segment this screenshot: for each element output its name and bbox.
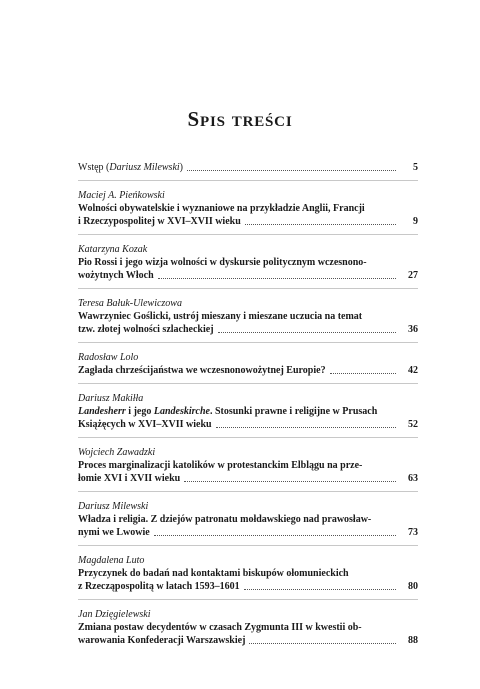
entry-author: Jan Dzięgielewski — [78, 609, 151, 620]
dot-leader — [184, 480, 396, 482]
intro-author: Dariusz Milewski — [109, 162, 180, 173]
entry-author: Radosław Lolo — [78, 352, 139, 363]
intro-prefix: Wstęp ( — [78, 162, 110, 173]
entry-title-line: Pio Rossi i jego wizja wolności w dyskursie politycznym wczesnono- — [78, 257, 367, 268]
toc-entry — [78, 491, 418, 545]
page-title: Spis treści — [187, 107, 293, 131]
toc-entry — [78, 342, 418, 383]
page-number: 80 — [408, 581, 418, 592]
german-term: Landeskirche — [153, 406, 210, 417]
toc-line — [78, 161, 418, 174]
toc-line — [78, 418, 418, 431]
toc-line — [78, 269, 418, 282]
toc-entry — [78, 234, 418, 288]
dot-leader — [245, 223, 396, 225]
dot-leader — [218, 331, 396, 333]
entry-title-line: łomie XVI i XVII wieku — [78, 473, 181, 484]
toc-entry — [78, 437, 418, 491]
toc-entry — [78, 288, 418, 342]
toc-line — [78, 526, 418, 539]
toc-line — [78, 323, 418, 336]
entry-author: Magdalena Luto — [78, 555, 145, 566]
dot-leader — [244, 588, 396, 590]
german-term: Landesherr — [78, 406, 126, 417]
page-number: 63 — [408, 473, 418, 484]
dot-leader — [330, 372, 396, 374]
page-number: 36 — [408, 324, 418, 335]
entry-author: Dariusz Makiłła — [78, 393, 144, 404]
dot-leader — [187, 169, 396, 171]
toc-entry — [78, 383, 418, 437]
intro-suffix: ) — [179, 162, 184, 173]
intro-title — [78, 161, 183, 174]
page-number: 42 — [408, 365, 418, 376]
entry-title-line: Przyczynek do badań nad kontaktami biskupów ołomunieckich — [78, 568, 349, 579]
toc-line — [78, 472, 418, 485]
toc-entry — [78, 599, 418, 653]
entry-title-line: warowania Konfederacji Warszawskiej — [78, 635, 246, 646]
entry-title-line: Zmiana postaw decydentów w czasach Zygmunta III w kwestii ob- — [78, 622, 362, 633]
toc-line — [78, 634, 418, 647]
entry-title-line: z Rzecząpospolitą w latach 1593–1601 — [78, 581, 240, 592]
entry-author: Wojciech Zawadzki — [78, 447, 156, 458]
entry-title-line: Zagłada chrześcijaństwa we wczesnonowożytnej Europie? — [78, 365, 326, 376]
entry-author: Dariusz Milewski — [78, 501, 149, 512]
entry-title-line: Landesherr i jego Landeskirche. Stosunki prawne i religijne w Prusach — [78, 406, 378, 417]
page-number: 5 — [413, 162, 418, 173]
entry-title-line: wożytnych Włoch — [78, 270, 154, 281]
entry-title-line: nymi we Lwowie — [78, 527, 150, 538]
toc-entry-intro — [78, 153, 418, 180]
entry-title-line: Władza i religia. Z dziejów patronatu mołdawskiego nad prawosław- — [78, 514, 372, 525]
toc-entry — [78, 180, 418, 234]
entry-title-line: Książęcych w XVI–XVII wieku — [78, 419, 212, 430]
entry-title-line: tzw. złotej wolności szlacheckiej — [78, 324, 214, 335]
entry-author: Katarzyna Kozak — [78, 244, 148, 255]
toc-line — [78, 364, 418, 377]
page-number: 73 — [408, 527, 418, 538]
toc-line — [78, 215, 418, 228]
entry-title-line: Proces marginalizacji katolików w protestanckim Elblągu na prze- — [78, 460, 363, 471]
dot-leader — [249, 642, 396, 644]
dot-leader — [158, 277, 396, 279]
entry-title-line: Wolności obywatelskie i wyznaniowe na przykładzie Anglii, Francji — [78, 203, 365, 214]
dot-leader — [154, 534, 396, 536]
dot-leader — [216, 426, 396, 428]
page-number: 52 — [408, 419, 418, 430]
toc-entry — [78, 545, 418, 599]
entry-author: Maciej A. Pieńkowski — [78, 190, 165, 201]
entry-title-line: Wawrzyniec Goślicki, ustrój mieszany i mieszane uczucia na temat — [78, 311, 363, 322]
page-number: 9 — [413, 216, 418, 227]
toc-line — [78, 580, 418, 593]
page-number: 88 — [408, 635, 418, 646]
page-number: 27 — [408, 270, 418, 281]
entry-title-line: i Rzeczypospolitej w XVI–XVII wieku — [78, 216, 241, 227]
table-of-contents — [78, 153, 418, 653]
entry-author: Teresa Bałuk-Ulewiczowa — [78, 298, 182, 309]
